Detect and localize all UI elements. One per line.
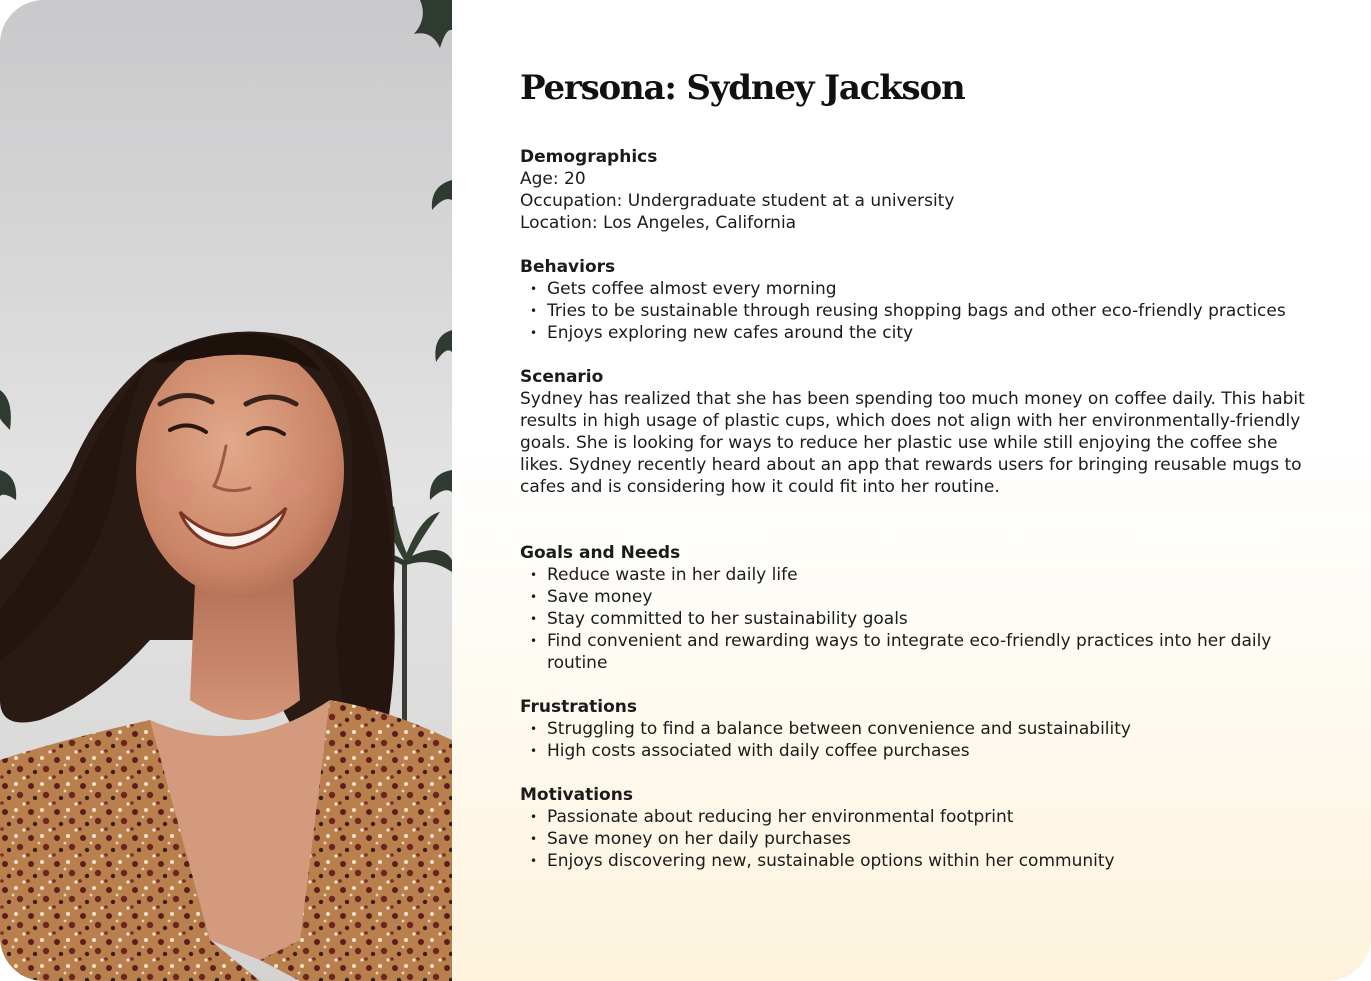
face xyxy=(136,342,344,598)
list-item: • Enjoys discovering new, sustainable options within her community xyxy=(520,850,1315,872)
frustrations-heading: Frustrations xyxy=(520,697,637,717)
goals-section xyxy=(520,542,1315,674)
list-item: • Find convenient and rewarding ways to integrate eco-friendly practices into her daily routine xyxy=(520,630,1315,674)
frustrations-section xyxy=(520,696,1315,762)
list-item: • Reduce waste in her daily life xyxy=(520,564,1315,586)
scenario-heading: Scenario xyxy=(520,367,604,387)
behaviors-section xyxy=(520,256,1315,344)
scenario-section xyxy=(520,366,1315,498)
list-item: • Passionate about reducing her environmental footprint xyxy=(520,806,1315,828)
list-item: • Stay committed to her sustainability goals xyxy=(520,608,1315,630)
list-item: • Gets coffee almost every morning xyxy=(520,278,1315,300)
list-item: • Save money xyxy=(520,586,1315,608)
goals-list xyxy=(520,564,1315,674)
list-item: • Save money on her daily purchases xyxy=(520,828,1315,850)
list-item: • High costs associated with daily coffee purchases xyxy=(520,740,1315,762)
list-item: • Tries to be sustainable through reusing shopping bags and other eco-friendly practices xyxy=(520,300,1315,322)
goals-heading: Goals and Needs xyxy=(520,543,681,563)
motivations-list xyxy=(520,806,1315,872)
demographics-age: Age: 20 xyxy=(520,169,586,189)
frustrations-list xyxy=(520,718,1315,762)
demographics-occupation: Occupation: Undergraduate student at a university xyxy=(520,191,955,211)
page-title: Persona: Sydney Jackson xyxy=(520,68,965,108)
motivations-heading: Motivations xyxy=(520,785,633,805)
scenario-text: Sydney has realized that she has been spending too much money on coffee daily. This habit results in high usage of plastic cups, which does not align with her environmentally-friendly goals. She is looking for ways to reduce her plastic use while still enjoying the coffee she likes. Sydney recently heard about an app that rewards users for bringing reusable mugs to cafes and is considering how it could fit into her routine. xyxy=(520,389,1305,497)
persona-details xyxy=(452,0,1371,981)
demographics-heading: Demographics xyxy=(520,147,658,167)
list-item: • Struggling to find a balance between convenience and sustainability xyxy=(520,718,1315,740)
demographics-section xyxy=(520,146,1315,234)
persona-photo xyxy=(0,0,452,981)
motivations-section xyxy=(520,784,1315,872)
persona-portrait-illustration xyxy=(0,0,452,981)
behaviors-list xyxy=(520,278,1315,344)
list-item: • Enjoys exploring new cafes around the city xyxy=(520,322,1315,344)
demographics-location: Location: Los Angeles, California xyxy=(520,213,797,233)
behaviors-heading: Behaviors xyxy=(520,257,616,277)
